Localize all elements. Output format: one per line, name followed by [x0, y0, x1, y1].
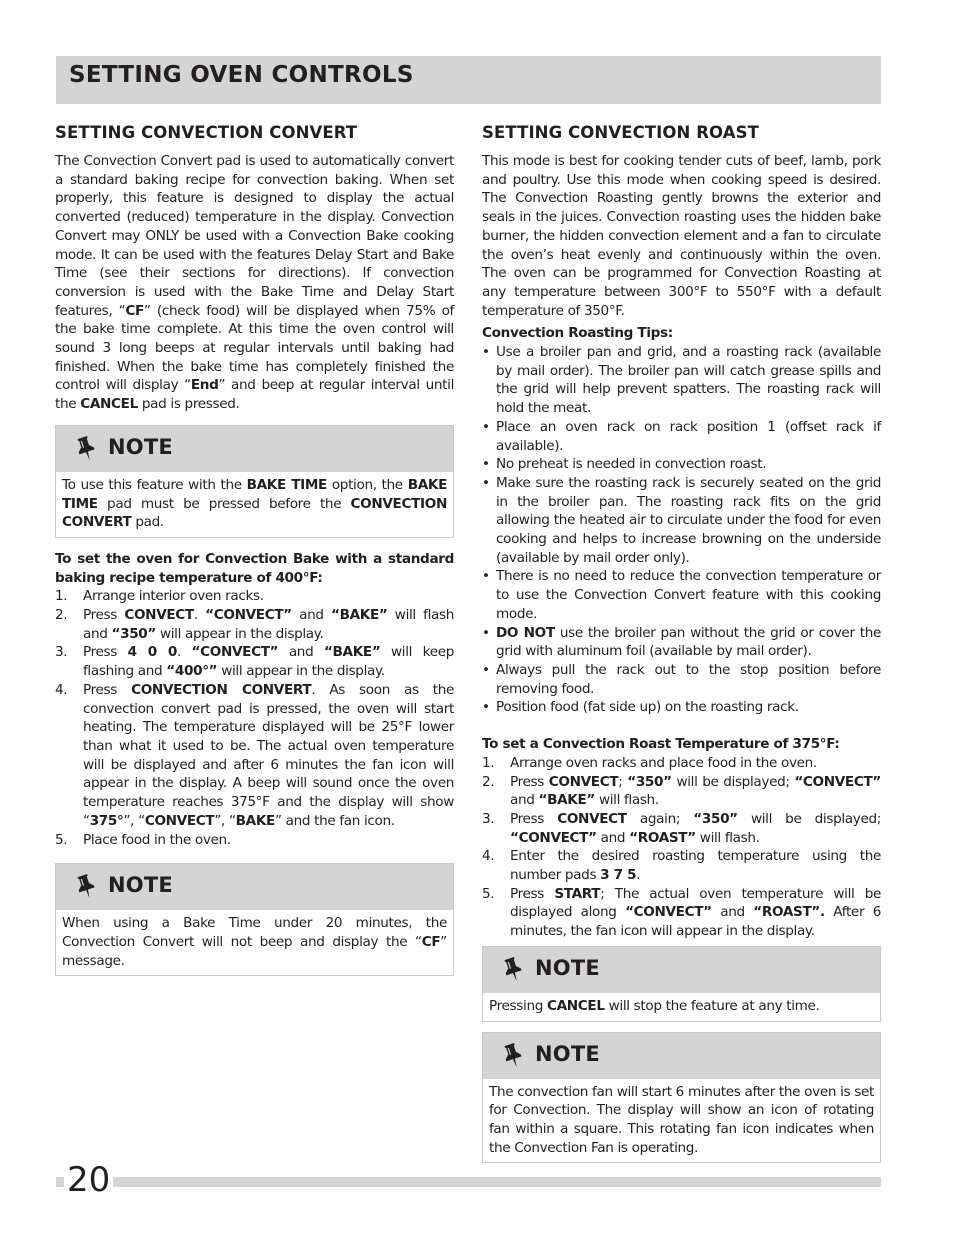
roasting-tips-list [482, 343, 881, 717]
convection-convert-intro: The Convection Convert pad is used to automatically convert a standard baking recipe for convection baking. When set properly, this feature is designed to display the actual converted (reduced) temperature in the display. Convection Convert may ONLY be used with a Convection Bake cooking mode. It can be used with the features Delay Start and Bake Time (see their sections for directions). If convection conversion is used with the Bake Time and Delay Start features, “CF” (check food) will be displayed when 75% of the bake time complete. At this time the oven control will sound 3 long beeps at regular intervals until baking had finished. When the bake time has completely finished the control will display “End” and beep at regular interval until the CANCEL pad is pressed. [55, 153, 454, 413]
step-number: 5. [482, 885, 495, 902]
note-text: The convection fan will start 6 minutes after the oven is set for Convection. The display will show an icon of rotating fan within a square. This rotating fan icon indicates when the Convection Fan is operating. [489, 1083, 874, 1156]
step-number: 3. [482, 810, 495, 827]
tip-item: • Make sure the roasting rack is securely seated on the grid in the broiler pan. The roasting rack fits on the grid allowing the heated air to circulate under the food for even cooking and helps to increase browning on the underside (available by mail order only). [482, 474, 881, 568]
note-text: Pressing CANCEL will stop the feature at any time. [489, 997, 820, 1014]
note-box-cancel [482, 946, 881, 1022]
step-number: 4. [482, 848, 495, 865]
step-number: 3. [55, 644, 68, 661]
page-title: SETTING OVEN CONTROLS [69, 62, 414, 88]
pushpin-icon [503, 1043, 523, 1069]
note-box-convection-fan [482, 1032, 881, 1164]
step-item: 1. Arrange oven racks and place food in the oven. [482, 754, 817, 771]
section-heading-convection-roast: SETTING CONVECTION ROAST [482, 123, 759, 142]
tip-item: • Position food (fat side up) on the roasting rack. [482, 698, 881, 717]
note-box-bake-time [55, 425, 454, 538]
step-number: 1. [55, 588, 68, 605]
procedure-title-convection-bake: To set the oven for Convection Bake with a standard baking recipe temperature of 400°F: [55, 550, 454, 586]
tip-item: • There is no need to reduce the convection temperature or to use the Convection Convert feature with this cooking mode. [482, 567, 881, 623]
right-column [482, 120, 881, 1163]
step-item: 3. Press 4 0 0. “CONVECT” and “BAKE” will keep flashing and “400°” will appear in the display. [55, 644, 455, 680]
note-header [483, 947, 880, 993]
note-label: NOTE [535, 955, 600, 980]
roasting-tips-title: Convection Roasting Tips: [482, 325, 673, 342]
note-label: NOTE [108, 873, 173, 898]
left-column [55, 120, 454, 976]
procedure-title-convection-roast: To set a Convection Roast Temperature of 375°F: [482, 736, 840, 753]
step-number: 5. [55, 831, 68, 848]
note-label: NOTE [535, 1041, 600, 1066]
note-header [483, 1033, 880, 1079]
step-item: 3. Press CONVECT again; “350” will be displayed; “CONVECT” and “ROAST” will flash. [482, 810, 881, 846]
footer-rule [56, 1177, 881, 1187]
tip-item: • DO NOT use the broiler pan without the grid or cover the grid with aluminum foil (available by mail order). [482, 624, 881, 661]
tip-item: • No preheat is needed in convection roast. [482, 455, 881, 474]
pushpin-icon [76, 436, 96, 462]
tip-item: • Use a broiler pan and grid, and a roasting rack (available by mail order). The broiler pan will catch grease spills and the grid will help prevent spatters. The roasting rack will hold the meat. [482, 343, 881, 418]
step-item: 5. Press START; The actual oven temperature will be displayed along “CONVECT” and “ROAST”. After 6 minutes, the fan icon will appear in the display. [482, 885, 881, 940]
note-label: NOTE [108, 434, 173, 459]
note-text: When using a Bake Time under 20 minutes, the Convection Convert will not beep and display the “CF” message. [62, 915, 447, 969]
step-number: 1. [482, 754, 495, 771]
step-number: 2. [482, 773, 495, 790]
step-item: 4. Press CONVECTION CONVERT. As soon as the convection convert pad is pressed, the oven will start heating. The temperature displayed will be 25°F lower than what it used to be. The actual oven temperature will be displayed and after 6 minutes the fan icon will appear in the display. A beep will sound once the oven temperature reaches 375°F and the display will show “375°”, “CONVECT”, “BAKE” and the fan icon. [55, 681, 455, 829]
step-item: 2. Press CONVECT. “CONVECT” and “BAKE” will flash and “350” will appear in the display. [55, 607, 454, 642]
convection-bake-steps [55, 587, 454, 849]
tip-item: • Place an oven rack on rack position 1 (offset rack if available). [482, 418, 881, 455]
section-heading-convection-convert: SETTING CONVECTION CONVERT [55, 123, 358, 142]
step-item: 4. Enter the desired roasting temperature using the number pads 3 7 5. [482, 848, 881, 884]
step-item: 1. Arrange interior oven racks. [55, 588, 264, 605]
convection-roast-intro: This mode is best for cooking tender cuts of beef, lamb, pork and poultry. Use this mode when cooking speed is desired. The Convection Roasting gently browns the exterior and seals in the juices. Convection roasting uses the hidden bake burner, the hidden convection element and a fan to circulate the oven’s heat evenly and continuously within the oven. The oven can be programmed for Convection Roasting at any temperature between 300°F to 550°F with a default temperature of 350°F. [482, 153, 881, 319]
step-number: 2. [55, 607, 68, 624]
pushpin-icon [76, 874, 96, 900]
step-item: 5. Place food in the oven. [55, 831, 231, 848]
page-header [56, 56, 881, 104]
step-number: 4. [55, 681, 68, 698]
note-text: To use this feature with the BAKE TIME option, the BAKE TIME pad must be pressed before the CONVECTION CONVERT pad. [62, 476, 448, 531]
note-header [56, 426, 453, 472]
page-number: 20 [64, 1160, 113, 1200]
pushpin-icon [503, 957, 523, 983]
tip-item: • Always pull the rack out to the stop position before removing food. [482, 661, 881, 698]
note-header [56, 864, 453, 910]
step-item: 2. Press CONVECT; “350” will be displayed; “CONVECT” and “BAKE” will flash. [482, 773, 881, 809]
convection-roast-steps [482, 754, 881, 941]
note-box-short-bake-time [55, 863, 454, 976]
